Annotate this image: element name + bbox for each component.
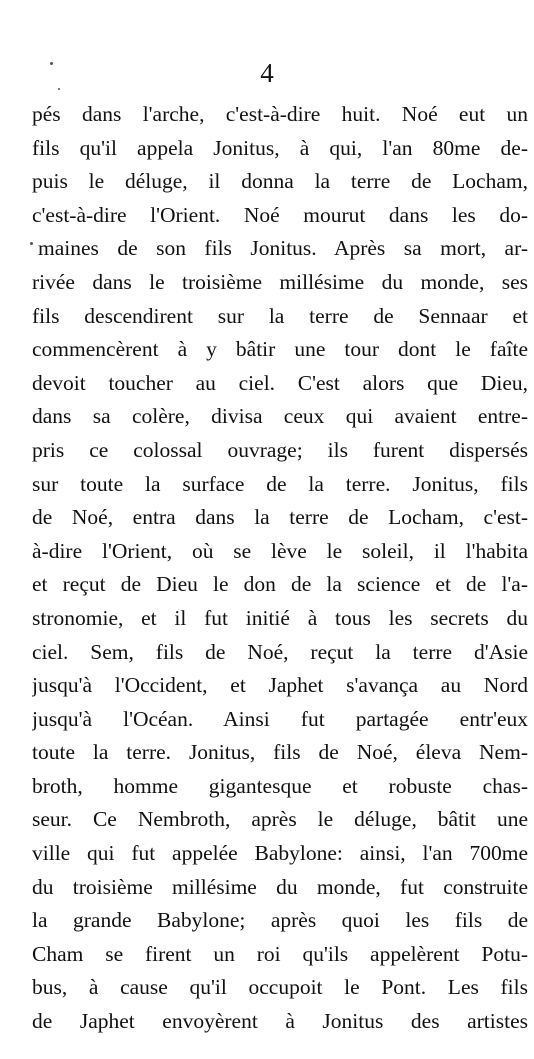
text-line: pris ce colossal ouvrage; ils furent dispersés — [32, 437, 528, 462]
print-speck — [58, 88, 60, 90]
text-line: maines de son fils Jonitus. Après sa mort, ar- — [38, 236, 528, 261]
text-line: ville qui fut appelée Babylone: ainsi, l'an 700me — [32, 841, 528, 866]
text-line: broth, homme gigantesque et robuste chas- — [32, 773, 528, 798]
text-line: bus, à cause qu'il occupoit le Pont. Les fils — [32, 975, 528, 1000]
text-line: toute la terre. Jonitus, fils de Noé, éleva Nem- — [32, 740, 528, 765]
text-line: ciel. Sem, fils de Noé, reçut la terre d'Asie — [32, 639, 528, 664]
text-line: de Japhet envoyèrent à Jonitus des artistes — [32, 1009, 528, 1034]
text-line: dans sa colère, divisa ceux qui avaient entre- — [32, 404, 528, 429]
text-line: jusqu'à l'Occident, et Japhet s'avança au Nord — [32, 673, 528, 698]
text-line: à-dire l'Orient, où se lève le soleil, il l'habita — [32, 538, 528, 563]
text-line: sur toute la surface de la terre. Jonitus, fils — [32, 471, 528, 496]
text-line: fils descendirent sur la terre de Sennaar et — [32, 303, 528, 328]
text-line: fils qu'il appela Jonitus, à qui, l'an 80me de- — [32, 135, 528, 160]
text-line: c'est-à-dire l'Orient. Noé mourut dans les do- — [32, 202, 528, 227]
text-line: la grande Babylone; après quoi les fils de — [32, 908, 528, 933]
page-number: 4 — [260, 58, 274, 88]
text-line: de Noé, entra dans la terre de Locham, c'est- — [32, 505, 528, 530]
text-line: Cham se firent un roi qu'ils appelèrent Potu- — [32, 941, 528, 966]
text-line: pés dans l'arche, c'est-à-dire huit. Noé eut un — [32, 102, 528, 126]
text-line: puis le déluge, il donna la terre de Locham, — [32, 169, 528, 194]
body-text — [32, 98, 528, 1039]
text-line: et reçut de Dieu le don de la science et de l'a- — [32, 572, 528, 597]
text-line: stronomie, et il fut initié à tous les secrets du — [32, 605, 528, 630]
text-line: du troisième millésime du monde, fut construite — [32, 874, 528, 899]
text-line: rivée dans le troisième millésime du monde, ses — [32, 269, 528, 294]
text-line: jusqu'à l'Océan. Ainsi fut partagée entr'eux — [32, 706, 528, 731]
text-line: seur. Ce Nembroth, après le déluge, bâtit une — [32, 807, 528, 832]
text-line: commencèrent à y bâtir une tour dont le faîte — [32, 337, 528, 362]
text-line: devoit toucher au ciel. C'est alors que Dieu, — [32, 370, 528, 395]
